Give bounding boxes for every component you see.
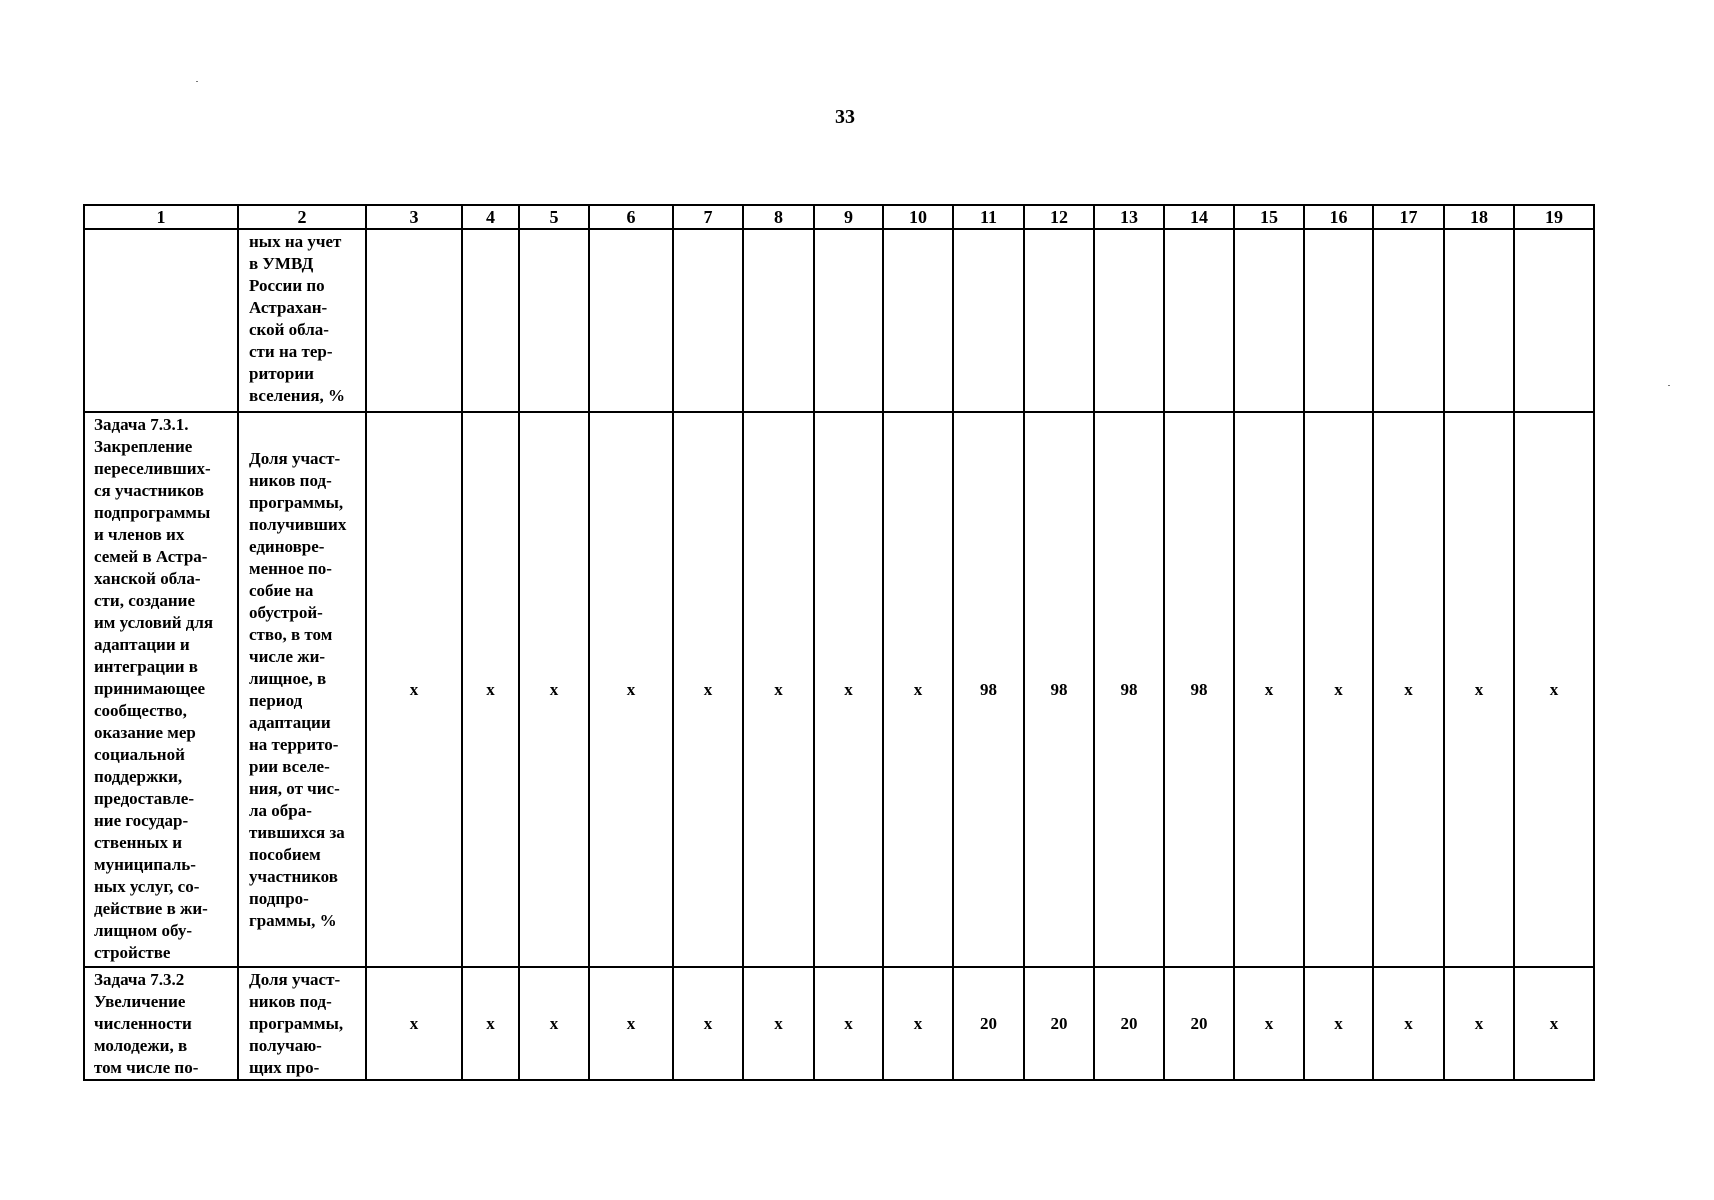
value-cell-col-9 (814, 229, 883, 412)
header-cell-17: 17 (1373, 205, 1444, 229)
value-cell-col-8 (743, 229, 814, 412)
value-cell-col-16 (1304, 229, 1373, 412)
header-cell-19: 19 (1514, 205, 1594, 229)
value-cell-col-9: x (814, 967, 883, 1080)
value-cell-col-10: x (883, 412, 953, 967)
data-table (83, 204, 1595, 1081)
header-cell-10: 10 (883, 205, 953, 229)
header-cell-12: 12 (1024, 205, 1094, 229)
value-cell-col-9: x (814, 412, 883, 967)
header-cell-7: 7 (673, 205, 743, 229)
scan-speck (1668, 385, 1670, 386)
value-cell-col-13: 98 (1094, 412, 1164, 967)
value-cell-col-6 (589, 229, 673, 412)
value-cell-col-7 (673, 229, 743, 412)
value-cell-col-14: 98 (1164, 412, 1234, 967)
indicator-cell: Доля участ- ников под- программы, получаю- щих про- (238, 967, 366, 1080)
value-cell-col-18: x (1444, 412, 1514, 967)
indicator-cell: Доля участ- ников под- программы, получивших единовре- менное по- собие на обустрой- ство, в том числе жи- лищное, в период адаптации на террито- рии вселе- ния, от чис- ла обра- тившихся за пособием участников подпро- граммы, % (238, 412, 366, 967)
value-cell-col-5 (519, 229, 589, 412)
value-cell-col-6: x (589, 967, 673, 1080)
indicator-cell: ных на учет в УМВД России по Астрахан- ской обла- сти на тер- ритории вселения, % (238, 229, 366, 412)
header-cell-8: 8 (743, 205, 814, 229)
value-cell-col-4: x (462, 967, 519, 1080)
task-cell: Задача 7.3.2 Увеличение численности молодежи, в том числе по- (84, 967, 238, 1080)
value-cell-col-19: x (1514, 412, 1594, 967)
value-cell-col-7: x (673, 967, 743, 1080)
value-cell-col-15: x (1234, 967, 1304, 1080)
header-cell-5: 5 (519, 205, 589, 229)
value-cell-col-19 (1514, 229, 1594, 412)
value-cell-col-18: x (1444, 967, 1514, 1080)
value-cell-col-16: x (1304, 967, 1373, 1080)
value-cell-col-17: x (1373, 412, 1444, 967)
value-cell-col-18 (1444, 229, 1514, 412)
value-cell-col-15: x (1234, 412, 1304, 967)
value-cell-col-12 (1024, 229, 1094, 412)
value-cell-col-17 (1373, 229, 1444, 412)
header-cell-3: 3 (366, 205, 462, 229)
value-cell-col-10 (883, 229, 953, 412)
header-cell-14: 14 (1164, 205, 1234, 229)
value-cell-col-5: x (519, 412, 589, 967)
header-cell-9: 9 (814, 205, 883, 229)
header-cell-15: 15 (1234, 205, 1304, 229)
value-cell-col-13: 20 (1094, 967, 1164, 1080)
table-row (84, 967, 1594, 1080)
header-cell-13: 13 (1094, 205, 1164, 229)
value-cell-col-16: x (1304, 412, 1373, 967)
value-cell-col-13 (1094, 229, 1164, 412)
table-row (84, 412, 1594, 967)
task-cell (84, 229, 238, 412)
value-cell-col-11 (953, 229, 1024, 412)
value-cell-col-17: x (1373, 967, 1444, 1080)
value-cell-col-3 (366, 229, 462, 412)
page-number: 33 (835, 106, 855, 128)
value-cell-col-4: x (462, 412, 519, 967)
header-cell-18: 18 (1444, 205, 1514, 229)
value-cell-col-14: 20 (1164, 967, 1234, 1080)
value-cell-col-11: 98 (953, 412, 1024, 967)
value-cell-col-6: x (589, 412, 673, 967)
value-cell-col-8: x (743, 412, 814, 967)
header-cell-4: 4 (462, 205, 519, 229)
header-cell-16: 16 (1304, 205, 1373, 229)
value-cell-col-7: x (673, 412, 743, 967)
value-cell-col-11: 20 (953, 967, 1024, 1080)
table-row (84, 229, 1594, 412)
header-cell-2: 2 (238, 205, 366, 229)
header-cell-1: 1 (84, 205, 238, 229)
scan-speck (196, 81, 198, 82)
header-cell-11: 11 (953, 205, 1024, 229)
value-cell-col-12: 20 (1024, 967, 1094, 1080)
value-cell-col-15 (1234, 229, 1304, 412)
value-cell-col-3: x (366, 967, 462, 1080)
value-cell-col-12: 98 (1024, 412, 1094, 967)
value-cell-col-10: x (883, 967, 953, 1080)
value-cell-col-19: x (1514, 967, 1594, 1080)
header-cell-6: 6 (589, 205, 673, 229)
value-cell-col-4 (462, 229, 519, 412)
value-cell-col-14 (1164, 229, 1234, 412)
value-cell-col-5: x (519, 967, 589, 1080)
header-row (84, 205, 1594, 229)
value-cell-col-3: x (366, 412, 462, 967)
value-cell-col-8: x (743, 967, 814, 1080)
task-cell: Задача 7.3.1. Закрепление переселивших- ся участников подпрограммы и членов их семей в Астра- ханской обла- сти, создание им условий для адаптации и интеграции в принимающее сообщество, оказание мер социальной поддержки, предоставле- ние государ- ственных и муниципаль- ных услуг, со- действие в жи- лищном обу- стройстве (84, 412, 238, 967)
